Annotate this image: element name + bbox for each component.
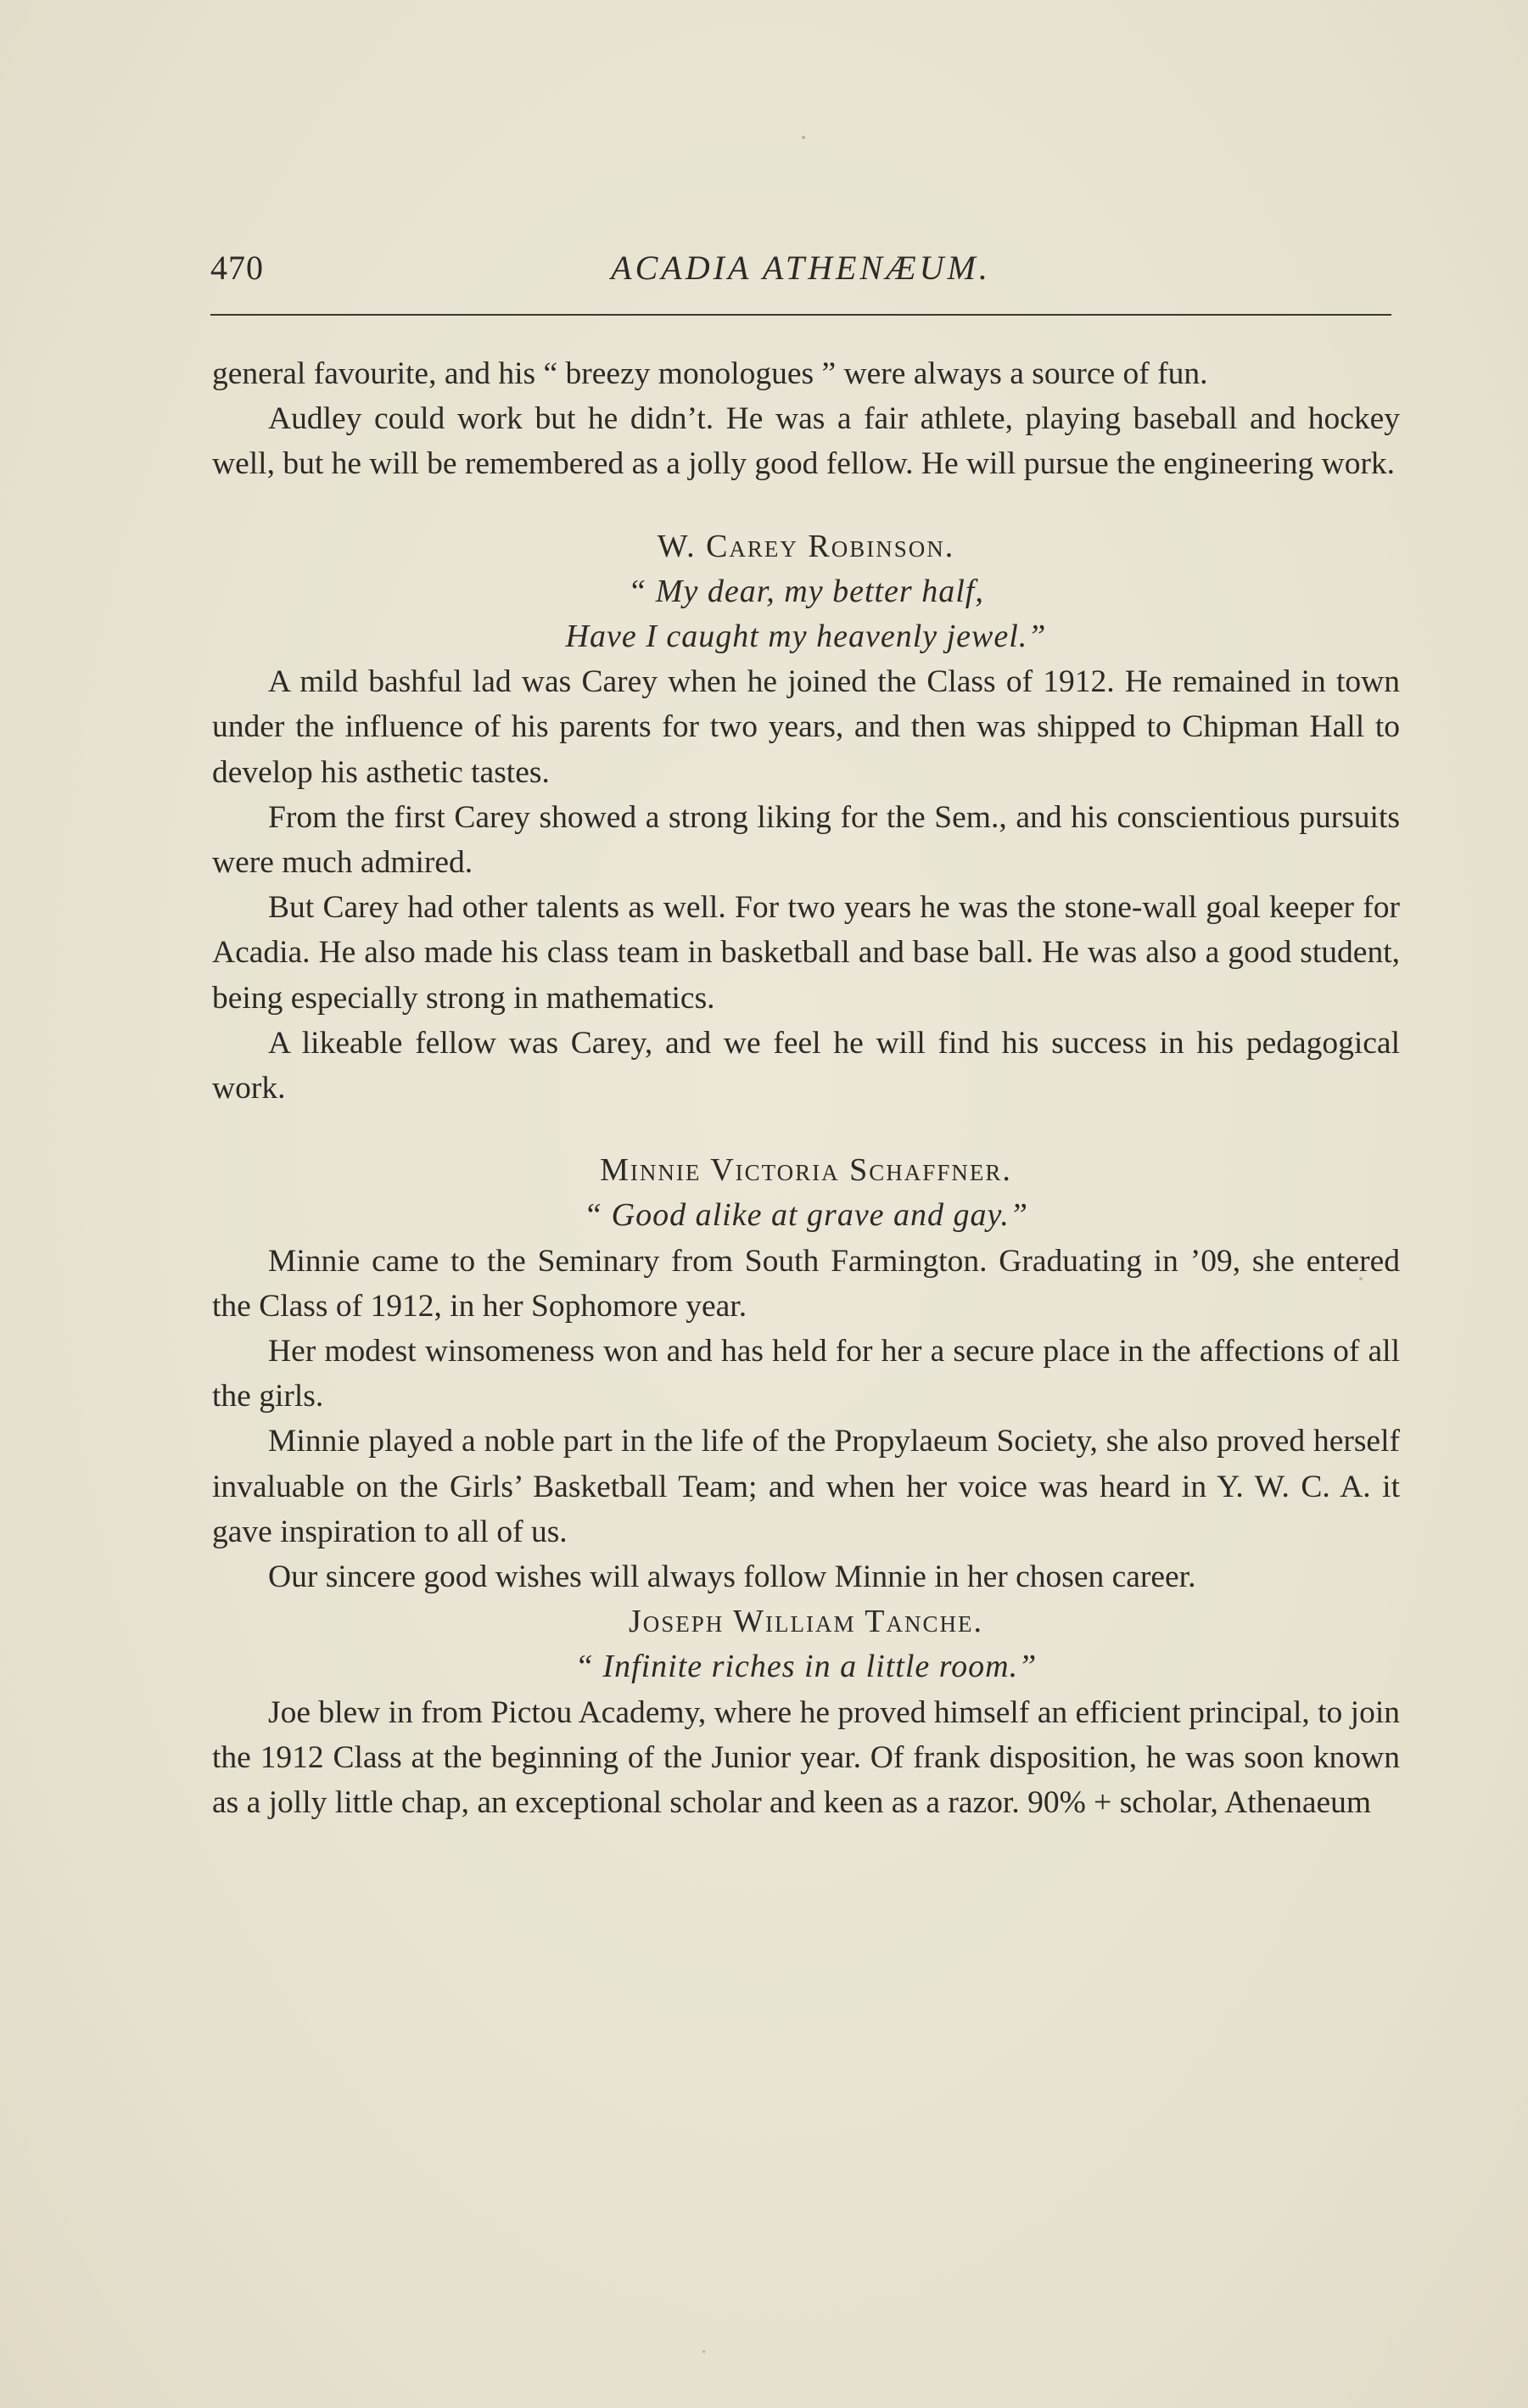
biography-name: W. Carey Robinson. xyxy=(657,528,955,564)
biography-motto-line: “ Good alike at grave and gay.” xyxy=(584,1197,1028,1234)
page-body xyxy=(212,351,1400,1825)
paragraph: Minnie came to the Seminary from South Farmington. Graduating in ’09, she entered the Class of 1912, in her Sophomore year. xyxy=(212,1243,1400,1324)
paragraph: A likeable fellow was Carey, and we feel he will find his success in his pedagogical work. xyxy=(212,1025,1400,1106)
section-gap xyxy=(212,1111,1400,1148)
page-number: 470 xyxy=(210,249,264,287)
paragraph: Joe blew in from Pictou Academy, where he proved himself an efficient principal, to join the 1912 Class at the beginning of the Junior year. Of frank disposition, he was soon known as a jolly little chap, an exceptional scholar and keen as a razor. 90% + scholar, Athenaeum xyxy=(212,1694,1400,1821)
paragraph: Her modest winsomeness won and has held for her a secure place in the affections of all the girls. xyxy=(212,1334,1400,1414)
biography-section xyxy=(212,1148,1400,1599)
paper-speck xyxy=(702,2350,705,2353)
biography-name: Joseph William Tanche. xyxy=(629,1604,983,1640)
paper-speck xyxy=(802,136,805,139)
biography-section xyxy=(212,1599,1400,1825)
paragraph: Minnie played a noble part in the life of the Propylaeum Society, she also proved herself invaluable on the Girls’ Basketball Team; and when her voice was heard in Y. W. C. A. it gave inspiration to all of us. xyxy=(212,1424,1400,1549)
biography-motto-line: “ Infinite riches in a little room.” xyxy=(574,1649,1038,1685)
continuation-section xyxy=(212,351,1400,487)
running-head: ACADIA ATHENÆUM. xyxy=(611,249,991,287)
paragraph: From the first Carey showed a strong liking for the Sem., and his conscientious pursuits were much admired. xyxy=(212,799,1400,881)
biography-motto-line: “ My dear, my better half, xyxy=(628,573,984,609)
paragraph: A mild bashful lad was Carey when he joined the Class of 1912. He remained in town under the influence of his parents for two years, and then was shipped to Chipman Hall to develop his asthetic tastes. xyxy=(212,664,1400,790)
biography-motto-line: Have I caught my heavenly jewel.” xyxy=(565,619,1047,655)
paragraph: But Carey had other talents as well. For two years he was the stone-wall goal keeper for Acadia. He also made his class team in basketball and base ball. He was also a good student, being especially strong in mathematics. xyxy=(212,890,1400,1016)
page-header xyxy=(210,248,1391,299)
paragraph: Audley could work but he didn’t. He was a fair athlete, playing baseball and hockey well, but he will be remembered as a jolly good fellow. He will pursue the engineering work. xyxy=(212,401,1400,482)
biography-name: Minnie Victoria Schaffner. xyxy=(600,1152,1012,1189)
header-rule xyxy=(210,314,1391,316)
paragraph: Our sincere good wishes will always follow Minnie in her chosen career. xyxy=(268,1560,1196,1595)
paragraph: general favourite, and his “ breezy monologues ” were always a source of fun. xyxy=(212,356,1208,391)
biography-section xyxy=(212,524,1400,1112)
section-gap xyxy=(212,487,1400,524)
